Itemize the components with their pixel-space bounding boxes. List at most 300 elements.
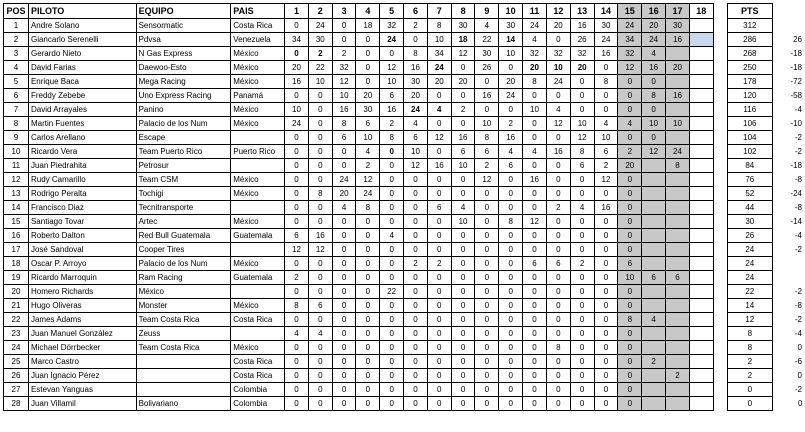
round-points-cell: 0 [570,341,594,355]
points-gap-cell: -8 [794,174,802,184]
country-cell: México [231,75,285,89]
round-points-cell: 24 [666,145,690,159]
round-points-cell: 10 [332,89,356,103]
round-points-cell: 32 [523,47,547,61]
round-points-cell: 0 [427,327,451,341]
round-points-cell: 12 [427,131,451,145]
round-points-cell: 4 [356,145,380,159]
round-points-cell: 0 [499,201,523,215]
round-points-cell: 0 [570,285,594,299]
spacer-cell [713,215,727,229]
spacer-cell [713,117,727,131]
driver-name-cell: David Farias [28,61,136,75]
round-points-cell: 0 [618,285,642,299]
round-points-cell: 10 [499,47,523,61]
round-points-cell: 0 [404,285,428,299]
round-points-cell [666,327,690,341]
round-points-cell: 0 [427,299,451,313]
round-points-cell: 0 [642,103,666,117]
round-points-cell: 0 [523,369,547,383]
round-points-cell: 0 [475,327,499,341]
round-points-cell: 10 [570,117,594,131]
position-cell: 12 [4,173,29,187]
round-points-cell: 20 [332,187,356,201]
round-points-cell: 6 [380,89,404,103]
round-points-cell: 0 [427,173,451,187]
round-points-cell: 16 [570,19,594,33]
driver-name-cell: Santiago Tovar [28,215,136,229]
header-spacer [713,4,727,19]
round-points-cell: 4 [618,117,642,131]
round-points-cell: 16 [380,103,404,117]
header-round-18: 18 [689,4,713,19]
round-points-cell: 16 [666,33,690,47]
round-points-cell: 0 [594,187,618,201]
round-points-cell: 0 [570,187,594,201]
round-points-cell: 4 [546,103,570,117]
header-round-3: 3 [332,4,356,19]
total-points-cell: 120 [727,89,773,103]
total-points-cell: 24 [727,243,773,257]
round-points-cell: 0 [404,201,428,215]
round-points-cell: 0 [427,187,451,201]
round-points-cell: 0 [594,397,618,411]
header-round-13: 13 [570,4,594,19]
header-round-11: 11 [523,4,547,19]
total-points-cell: 30 [727,215,773,229]
round-points-cell: 26 [475,61,499,75]
round-points-cell [666,103,690,117]
round-points-cell: 0 [475,243,499,257]
round-points-cell: 22 [475,33,499,47]
table-row [4,313,805,327]
round-points-cell: 4 [380,229,404,243]
round-points-cell: 0 [618,201,642,215]
round-points-cell: 0 [546,299,570,313]
round-points-cell: 32 [380,19,404,33]
round-points-cell: 0 [523,271,547,285]
round-points-cell: 0 [380,215,404,229]
round-points-cell: 6 [427,201,451,215]
round-points-cell: 0 [427,355,451,369]
round-points-cell: 0 [285,187,309,201]
round-points-cell: 32 [332,61,356,75]
points-gap-cell: -2 [794,286,802,296]
round-points-cell: 0 [618,229,642,243]
points-gap-cell: -2 [794,314,802,324]
country-cell: México [231,173,285,187]
table-row [4,243,805,257]
round-points-cell: 0 [308,383,332,397]
round-points-cell: 0 [594,341,618,355]
round-points-cell: 0 [380,271,404,285]
round-points-cell: 16 [285,75,309,89]
total-points-cell: 102 [727,145,773,159]
round-points-cell: 0 [356,383,380,397]
team-cell [136,369,231,383]
round-points-cell: 0 [570,369,594,383]
driver-name-cell: Juan Manuel González [28,327,136,341]
round-points-cell: 0 [618,75,642,89]
points-gap-cell [773,257,805,271]
driver-name-cell: Rodrigo Peralta [28,187,136,201]
round-points-cell: 30 [666,19,690,33]
country-cell: Puerto Rico [231,145,285,159]
round-points-cell: 0 [499,397,523,411]
round-points-cell: 0 [285,173,309,187]
round-points-cell: 0 [380,313,404,327]
team-cell: Monster [136,299,231,313]
driver-name-cell: Marco Castro [28,355,136,369]
round-points-cell: 0 [594,103,618,117]
position-cell: 22 [4,313,29,327]
round-points-cell: 8 [523,75,547,89]
round-points-cell [666,201,690,215]
round-points-cell: 0 [594,369,618,383]
round-points-cell: 0 [499,327,523,341]
round-points-cell: 24 [356,187,380,201]
round-points-cell: 0 [475,103,499,117]
driver-name-cell: Ricardo Marroquin [28,271,136,285]
header-round-15: 15 [618,4,642,19]
round-points-cell: 0 [618,327,642,341]
round-points-cell: 32 [570,47,594,61]
round-points-cell: 0 [285,341,309,355]
round-points-cell: 0 [356,355,380,369]
table-row [4,89,805,103]
round-points-cell: 0 [427,341,451,355]
round-points-cell: 0 [451,187,475,201]
team-cell: Daewoo-Esto [136,61,231,75]
round-points-cell: 12 [451,47,475,61]
round-points-cell: 0 [594,89,618,103]
round-points-cell: 24 [642,33,666,47]
country-cell: Panamá [231,89,285,103]
round-points-cell: 0 [308,257,332,271]
driver-name-cell: Freddy Zebebe [28,89,136,103]
header-pts: PTS [727,4,773,19]
position-cell: 20 [4,285,29,299]
round-points-cell: 0 [380,341,404,355]
round-points-cell: 0 [475,187,499,201]
total-points-cell: 24 [727,257,773,271]
round-points-cell [666,355,690,369]
round-points-cell: 0 [451,299,475,313]
round-points-cell: 12 [285,243,309,257]
round-points-cell: 12 [308,243,332,257]
round-points-cell: 0 [308,117,332,131]
driver-name-cell: Giancarlo Serenelli [28,33,136,47]
round-points-cell: 24 [285,117,309,131]
country-cell [231,201,285,215]
table-row [4,47,805,61]
round-points-cell: 0 [404,173,428,187]
round-points-cell: 0 [356,369,380,383]
round-points-cell [689,327,713,341]
round-points-cell: 0 [475,257,499,271]
table-row [4,145,805,159]
round-points-cell: 0 [404,355,428,369]
round-points-cell: 0 [594,299,618,313]
table-row [4,201,805,215]
round-points-cell: 0 [594,327,618,341]
team-cell: Uno Express Racing [136,89,231,103]
round-points-cell: 0 [332,313,356,327]
position-cell: 10 [4,145,29,159]
round-points-cell: 0 [594,61,618,75]
round-points-cell: 0 [308,271,332,285]
round-points-cell: 0 [475,75,499,89]
round-points-cell: 0 [356,397,380,411]
round-points-cell: 0 [285,19,309,33]
round-points-cell: 30 [499,19,523,33]
round-points-cell: 0 [523,229,547,243]
round-points-cell: 0 [451,369,475,383]
round-points-cell: 10 [451,215,475,229]
round-points-cell: 18 [451,33,475,47]
round-points-cell: 0 [499,257,523,271]
round-points-cell: 16 [308,229,332,243]
round-points-cell: 0 [546,159,570,173]
round-points-cell: 0 [356,75,380,89]
team-cell: N Gas Express [136,47,231,61]
round-points-cell: 6 [475,145,499,159]
total-points-cell: 14 [727,299,773,313]
country-cell: México [231,257,285,271]
round-points-cell: 2 [332,47,356,61]
driver-name-cell: Enrique Baca [28,75,136,89]
round-points-cell: 0 [380,369,404,383]
round-points-cell: 0 [404,229,428,243]
round-points-cell: 0 [308,145,332,159]
header-equipo: EQUIPO [136,4,231,19]
round-points-cell: 0 [642,75,666,89]
round-points-cell [642,173,666,187]
round-points-cell: 0 [380,397,404,411]
round-points-cell: 0 [427,145,451,159]
round-points-cell: 0 [404,271,428,285]
round-points-cell: 0 [499,61,523,75]
round-points-cell: 0 [451,355,475,369]
total-points-cell: 12 [727,313,773,327]
table-row [4,355,805,369]
round-points-cell: 0 [475,271,499,285]
round-points-cell: 6 [308,299,332,313]
round-points-cell: 16 [427,159,451,173]
round-points-cell: 0 [499,187,523,201]
round-points-cell: 0 [380,257,404,271]
round-points-cell: 0 [594,313,618,327]
round-points-cell: 10 [285,103,309,117]
table-row [4,187,805,201]
points-gap-cell: 0 [798,398,803,408]
round-points-cell: 0 [332,299,356,313]
driver-name-cell: James Adams [28,313,136,327]
round-points-cell: 0 [523,285,547,299]
round-points-cell: 0 [618,187,642,201]
round-points-cell: 10 [427,33,451,47]
position-cell: 24 [4,341,29,355]
round-points-cell: 0 [618,243,642,257]
round-points-cell: 0 [356,341,380,355]
round-points-cell: 20 [451,75,475,89]
team-cell: Team Costa Rica [136,313,231,327]
round-points-cell: 2 [451,103,475,117]
round-points-cell: 0 [332,159,356,173]
round-points-cell: 24 [427,61,451,75]
team-cell: México [136,285,231,299]
table-row [4,33,805,47]
round-points-cell: 10 [308,75,332,89]
spacer-cell [713,271,727,285]
round-points-cell: 0 [380,187,404,201]
table-row [4,19,805,33]
round-points-cell: 0 [427,313,451,327]
round-points-cell: 0 [451,271,475,285]
round-points-cell: 0 [618,341,642,355]
round-points-cell: 0 [570,271,594,285]
round-points-cell: 8 [642,89,666,103]
round-points-cell: 32 [618,47,642,61]
table-row [4,117,805,131]
country-cell: México [231,299,285,313]
position-cell: 9 [4,131,29,145]
country-cell: Guatemala [231,229,285,243]
round-points-cell: 12 [404,159,428,173]
round-points-cell: 0 [523,201,547,215]
round-points-cell: 2 [499,117,523,131]
round-points-cell: 6 [666,271,690,285]
country-cell: Colombia [231,383,285,397]
round-points-cell: 0 [285,355,309,369]
round-points-cell: 4 [499,145,523,159]
round-points-cell: 0 [499,299,523,313]
team-cell: Panino [136,103,231,117]
team-cell: Bolivariano [136,397,231,411]
team-cell: Sensormatic [136,19,231,33]
round-points-cell [689,299,713,313]
round-points-cell: 34 [618,33,642,47]
round-points-cell: 0 [427,383,451,397]
round-points-cell: 24 [594,33,618,47]
round-points-cell: 16 [642,61,666,75]
round-points-cell: 0 [380,145,404,159]
round-points-cell: 0 [332,145,356,159]
country-cell: México [231,187,285,201]
round-points-cell: 0 [499,313,523,327]
round-points-cell: 0 [475,341,499,355]
round-points-cell: 12 [356,173,380,187]
country-cell: Costa Rica [231,19,285,33]
round-points-cell: 4 [642,313,666,327]
round-points-cell: 8 [475,131,499,145]
total-points-cell: 178 [727,75,773,89]
round-points-cell: 0 [546,229,570,243]
position-cell: 13 [4,187,29,201]
round-points-cell: 0 [332,243,356,257]
round-points-cell: 0 [523,131,547,145]
round-points-cell: 10 [475,117,499,131]
round-points-cell: 0 [546,397,570,411]
header-round-5: 5 [380,4,404,19]
round-points-cell: 0 [380,173,404,187]
position-cell: 14 [4,201,29,215]
round-points-cell: 0 [356,271,380,285]
round-points-cell: 10 [618,271,642,285]
round-points-cell: 2 [475,159,499,173]
total-points-cell: 22 [727,285,773,299]
round-points-cell: 0 [451,285,475,299]
round-points-cell: 0 [499,285,523,299]
round-points-cell: 0 [546,369,570,383]
round-points-cell: 0 [618,383,642,397]
round-points-cell: 20 [523,61,547,75]
round-points-cell [642,341,666,355]
round-points-cell: 0 [570,355,594,369]
round-points-cell: 30 [356,103,380,117]
points-gap-cell: 0 [797,370,802,380]
round-points-cell: 0 [475,201,499,215]
round-points-cell: 0 [404,299,428,313]
round-points-cell: 0 [594,271,618,285]
round-points-cell: 0 [594,285,618,299]
header-round-17: 17 [666,4,690,19]
round-points-cell: 0 [451,257,475,271]
round-points-cell: 0 [523,397,547,411]
header-row [4,4,805,19]
round-points-cell: 0 [475,369,499,383]
round-points-cell: 0 [570,313,594,327]
round-points-cell: 0 [451,89,475,103]
header-round-14: 14 [594,4,618,19]
round-points-cell: 16 [666,89,690,103]
country-cell: México [231,117,285,131]
round-points-cell: 0 [594,229,618,243]
header-round-6: 6 [404,4,428,19]
points-gap-cell: -18 [790,160,802,170]
round-points-cell: 20 [499,75,523,89]
round-points-cell: 10 [523,103,547,117]
round-points-cell: 0 [404,341,428,355]
round-points-cell: 0 [570,173,594,187]
round-points-cell: 12 [642,145,666,159]
round-points-cell [689,19,713,33]
round-points-cell: 0 [451,327,475,341]
round-points-cell: 4 [427,103,451,117]
points-gap-cell: -10 [790,118,802,128]
round-points-cell: 16 [594,201,618,215]
spacer-cell [713,327,727,341]
round-points-cell: 0 [523,117,547,131]
points-gap-cell: -4 [794,328,802,338]
header-round-16: 16 [642,4,666,19]
round-points-cell: 0 [570,243,594,257]
header-pais: PAIS [231,4,285,19]
round-points-cell: 0 [308,313,332,327]
round-points-cell: 2 [594,159,618,173]
round-points-cell: 0 [546,187,570,201]
spacer-cell [713,145,727,159]
round-points-cell: 0 [285,383,309,397]
round-points-cell: 6 [570,159,594,173]
round-points-cell [689,33,713,47]
round-points-cell: 30 [451,19,475,33]
round-points-cell: 24 [380,33,404,47]
total-points-cell: 84 [727,159,773,173]
country-cell: México [231,61,285,75]
round-points-cell: 0 [523,327,547,341]
round-points-cell: 0 [570,327,594,341]
